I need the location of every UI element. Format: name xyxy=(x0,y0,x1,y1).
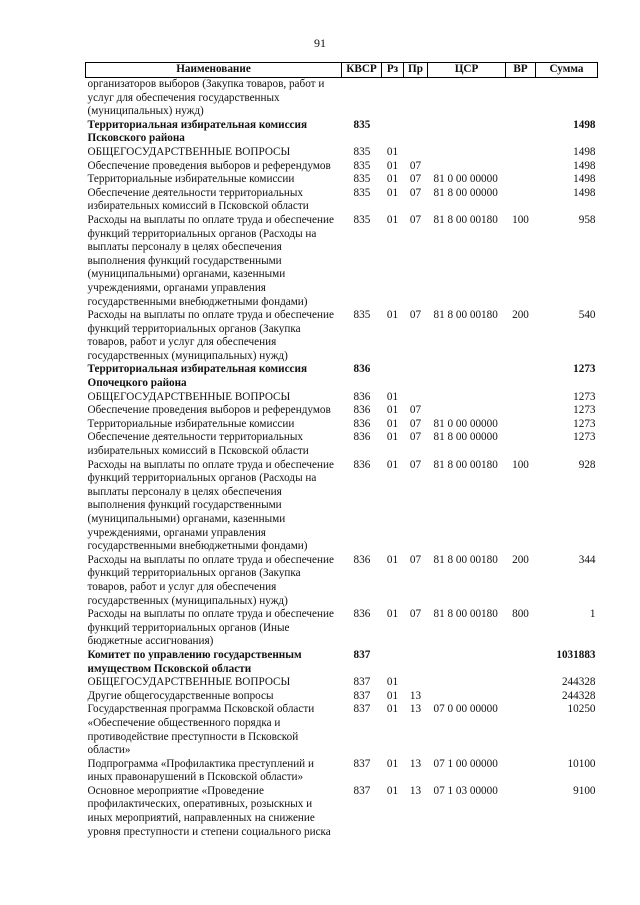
row-pr xyxy=(404,676,428,690)
row-rz xyxy=(382,78,404,119)
row-vr xyxy=(506,785,536,839)
row-name: организаторов выборов (Закупка товаров, работ и услуг для обеспечения государственных (муниципальных) нужд) xyxy=(87,78,325,118)
row-rz: 01 xyxy=(386,689,399,702)
row-rz: 01 xyxy=(386,676,399,689)
row-pr: 07 xyxy=(409,458,422,471)
row-rz: 01 xyxy=(386,159,399,172)
row-sum: 1498 xyxy=(573,159,596,172)
table-row xyxy=(86,758,598,785)
row-kvsr: 837 xyxy=(353,784,371,797)
row-csr: 81 8 00 00000 xyxy=(433,431,498,444)
row-pr xyxy=(404,391,428,405)
row-csr xyxy=(428,119,506,146)
row-vr xyxy=(506,676,536,690)
row-sum: 10250 xyxy=(567,703,596,716)
row-csr xyxy=(428,404,506,418)
table-row xyxy=(86,404,598,418)
row-name: Обеспечение деятельности территориальных избирательных комиссий в Псковской области xyxy=(87,431,309,458)
row-kvsr: 835 xyxy=(353,213,371,226)
table-header-row xyxy=(86,63,598,78)
table-row xyxy=(86,173,598,187)
table-row xyxy=(86,391,598,405)
row-kvsr: 836 xyxy=(353,553,371,566)
row-rz: 01 xyxy=(386,186,399,199)
row-csr xyxy=(428,160,506,174)
table-row xyxy=(86,431,598,458)
row-kvsr: 837 xyxy=(353,757,371,770)
row-kvsr: 835 xyxy=(353,118,371,131)
row-sum: 1498 xyxy=(573,186,596,199)
row-csr: 81 8 00 00180 xyxy=(433,608,498,621)
table-row xyxy=(86,187,598,214)
row-pr: 07 xyxy=(409,608,422,621)
row-csr xyxy=(428,146,506,160)
row-pr: 07 xyxy=(409,159,422,172)
row-pr: 07 xyxy=(409,417,422,430)
row-rz: 01 xyxy=(386,784,399,797)
row-rz: 01 xyxy=(386,213,399,226)
row-rz: 01 xyxy=(386,553,399,566)
row-vr xyxy=(506,690,536,704)
row-name: Расходы на выплаты по оплате труда и обеспечение функций территориальных органов (Закупка товаров, работ и услуг для обеспечения государственных (муниципальных) нужд) xyxy=(87,553,334,607)
row-sum: 958 xyxy=(578,213,596,226)
row-sum: 1273 xyxy=(573,431,596,444)
row-csr: 81 8 00 00180 xyxy=(433,309,498,322)
row-csr: 81 8 00 00000 xyxy=(433,186,498,199)
table-row xyxy=(86,119,598,146)
row-name: ОБЩЕГОСУДАРСТВЕННЫЕ ВОПРОСЫ xyxy=(87,145,291,158)
table-row xyxy=(86,459,598,554)
row-pr: 07 xyxy=(409,404,422,417)
row-name: ОБЩЕГОСУДАРСТВЕННЫЕ ВОПРОСЫ xyxy=(87,676,291,689)
table-row xyxy=(86,608,598,649)
row-pr xyxy=(404,78,428,119)
table-row xyxy=(86,785,598,839)
row-name: ОБЩЕГОСУДАРСТВЕННЫЕ ВОПРОСЫ xyxy=(87,390,291,403)
row-rz xyxy=(382,119,404,146)
row-vr xyxy=(506,363,536,390)
row-sum: 1498 xyxy=(573,173,596,186)
row-name: Комитет по управлению государственным имуществом Псковской области xyxy=(87,648,302,675)
row-vr xyxy=(506,404,536,418)
table-row xyxy=(86,418,598,432)
row-rz xyxy=(382,363,404,390)
row-sum: 1 xyxy=(589,608,596,621)
row-csr: 81 0 00 00000 xyxy=(433,173,498,186)
row-kvsr: 835 xyxy=(353,159,371,172)
header-csr: ЦСР xyxy=(428,63,506,78)
row-pr xyxy=(404,649,428,676)
header-kvsr: КВСР xyxy=(342,63,382,78)
row-kvsr xyxy=(342,78,382,119)
row-name: Расходы на выплаты по оплате труда и обеспечение функций территориальных органов (Расходы на выплаты персоналу в целях обеспечения выполнения функций государственными (муниципальными) органами, казенными учреждениями, органами управления государственными внебюджетными фондами) xyxy=(87,213,334,308)
row-sum: 540 xyxy=(578,309,596,322)
table-row xyxy=(86,690,598,704)
row-pr: 07 xyxy=(409,553,422,566)
row-name: Расходы на выплаты по оплате труда и обеспечение функций территориальных органов (Иные бюджетные ассигнования) xyxy=(87,608,334,648)
row-vr xyxy=(506,703,536,757)
row-sum: 10100 xyxy=(567,757,596,770)
row-pr: 13 xyxy=(409,703,422,716)
row-sum: 244328 xyxy=(561,676,596,689)
row-csr: 07 1 03 00000 xyxy=(433,784,498,797)
row-vr xyxy=(506,119,536,146)
row-kvsr: 835 xyxy=(353,173,371,186)
row-vr xyxy=(506,146,536,160)
row-kvsr: 837 xyxy=(353,689,371,702)
row-name: Расходы на выплаты по оплате труда и обеспечение функций территориальных органов (Расходы на выплаты персоналу в целях обеспечения выполнения функций государственными (муниципальными) органами, казенными учреждениями, органами управления государственными внебюджетными фондами) xyxy=(87,458,334,553)
row-kvsr: 836 xyxy=(353,363,371,376)
row-pr: 13 xyxy=(409,757,422,770)
row-rz: 01 xyxy=(386,757,399,770)
table-row xyxy=(86,363,598,390)
row-sum: 1498 xyxy=(573,145,596,158)
row-vr: 200 xyxy=(512,553,529,566)
row-vr: 100 xyxy=(512,213,529,226)
row-sum: 244328 xyxy=(561,689,596,702)
row-vr xyxy=(506,391,536,405)
row-csr: 07 0 00 00000 xyxy=(433,703,498,716)
row-vr: 100 xyxy=(512,458,529,471)
row-kvsr: 837 xyxy=(353,648,371,661)
row-kvsr: 835 xyxy=(353,309,371,322)
row-sum xyxy=(536,78,598,119)
row-sum: 1498 xyxy=(573,118,596,131)
row-name: Основное мероприятие «Проведение профилактических, оперативных, розыскных и иных мероприятий, направленных на снижение уровня преступности и степени социального риска xyxy=(87,784,331,838)
row-kvsr: 835 xyxy=(353,186,371,199)
header-name: Наименование xyxy=(86,63,342,78)
header-vr: ВР xyxy=(506,63,536,78)
row-csr: 81 0 00 00000 xyxy=(433,417,498,430)
table-row xyxy=(86,78,598,119)
row-name: Обеспечение деятельности территориальных избирательных комиссий в Псковской области xyxy=(87,186,309,213)
row-vr xyxy=(506,418,536,432)
row-rz: 01 xyxy=(386,173,399,186)
row-name: Территориальные избирательные комиссии xyxy=(87,173,295,186)
table-row xyxy=(86,676,598,690)
header-sum: Сумма xyxy=(536,63,598,78)
row-sum: 1273 xyxy=(573,363,596,376)
row-name: Подпрограмма «Профилактика преступлений и иных правонарушений в Псковской области» xyxy=(87,757,314,784)
row-name: Территориальные избирательные комиссии xyxy=(87,417,295,430)
row-rz: 01 xyxy=(386,404,399,417)
row-csr xyxy=(428,649,506,676)
row-rz xyxy=(382,649,404,676)
row-sum: 1273 xyxy=(573,417,596,430)
header-rz: Рз xyxy=(382,63,404,78)
row-name: Расходы на выплаты по оплате труда и обеспечение функций территориальных органов (Закупка товаров, работ и услуг для обеспечения государственных (муниципальных) нужд) xyxy=(87,309,334,362)
row-kvsr: 835 xyxy=(353,145,371,158)
row-kvsr: 836 xyxy=(353,417,371,430)
header-pr: Пр xyxy=(404,63,428,78)
row-csr: 07 1 00 00000 xyxy=(433,757,498,770)
row-name: Территориальная избирательная комиссия Опочецкого района xyxy=(87,363,307,390)
row-kvsr: 837 xyxy=(353,676,371,689)
table-row xyxy=(86,146,598,160)
row-name: Другие общегосударственные вопросы xyxy=(87,689,274,702)
budget-table xyxy=(85,62,598,839)
table-row xyxy=(86,649,598,676)
row-rz: 01 xyxy=(386,309,399,322)
row-pr xyxy=(404,146,428,160)
row-vr xyxy=(506,758,536,785)
row-sum: 9100 xyxy=(573,784,596,797)
row-csr: 81 8 00 00180 xyxy=(433,213,498,226)
row-csr xyxy=(428,78,506,119)
row-rz: 01 xyxy=(386,458,399,471)
row-pr: 07 xyxy=(409,431,422,444)
row-pr xyxy=(404,363,428,390)
row-name: Обеспечение проведения выборов и референдумов xyxy=(87,159,331,172)
row-csr: 81 8 00 00180 xyxy=(433,458,498,471)
row-pr xyxy=(404,119,428,146)
row-kvsr: 836 xyxy=(353,608,371,621)
row-rz: 01 xyxy=(386,390,399,403)
row-rz: 01 xyxy=(386,703,399,716)
row-csr: 81 8 00 00180 xyxy=(433,553,498,566)
row-csr xyxy=(428,391,506,405)
row-vr xyxy=(506,431,536,458)
row-rz: 01 xyxy=(386,431,399,444)
row-vr: 200 xyxy=(512,309,529,322)
row-pr: 07 xyxy=(409,186,422,199)
row-kvsr: 836 xyxy=(353,404,371,417)
row-vr xyxy=(506,649,536,676)
row-rz: 01 xyxy=(386,608,399,621)
table-row xyxy=(86,160,598,174)
row-kvsr: 837 xyxy=(353,703,371,716)
row-sum: 344 xyxy=(578,553,596,566)
row-rz: 01 xyxy=(386,145,399,158)
row-name: Государственная программа Псковской области «Обеспечение общественного порядка и противодействие преступности в Псковской области» xyxy=(87,703,315,757)
row-name: Обеспечение проведения выборов и референдумов xyxy=(87,404,331,417)
row-pr: 07 xyxy=(409,309,422,322)
row-csr xyxy=(428,363,506,390)
row-kvsr: 836 xyxy=(353,390,371,403)
row-pr: 13 xyxy=(409,689,422,702)
row-kvsr: 836 xyxy=(353,431,371,444)
table-row xyxy=(86,554,598,608)
table-row xyxy=(86,309,598,363)
row-vr xyxy=(506,78,536,119)
row-sum: 928 xyxy=(578,458,596,471)
row-vr xyxy=(506,160,536,174)
row-pr: 07 xyxy=(409,173,422,186)
row-csr xyxy=(428,676,506,690)
row-kvsr: 836 xyxy=(353,458,371,471)
table-row xyxy=(86,214,598,309)
row-name: Территориальная избирательная комиссия Псковского района xyxy=(87,118,307,145)
row-sum: 1273 xyxy=(573,390,596,403)
row-vr xyxy=(506,187,536,214)
row-sum: 1031883 xyxy=(556,648,596,661)
page-number: 91 xyxy=(314,36,326,50)
row-pr: 07 xyxy=(409,213,422,226)
row-rz: 01 xyxy=(386,417,399,430)
row-csr xyxy=(428,690,506,704)
row-vr: 800 xyxy=(512,608,529,621)
row-vr xyxy=(506,173,536,187)
table-row xyxy=(86,703,598,757)
row-sum: 1273 xyxy=(573,404,596,417)
row-pr: 13 xyxy=(409,784,422,797)
